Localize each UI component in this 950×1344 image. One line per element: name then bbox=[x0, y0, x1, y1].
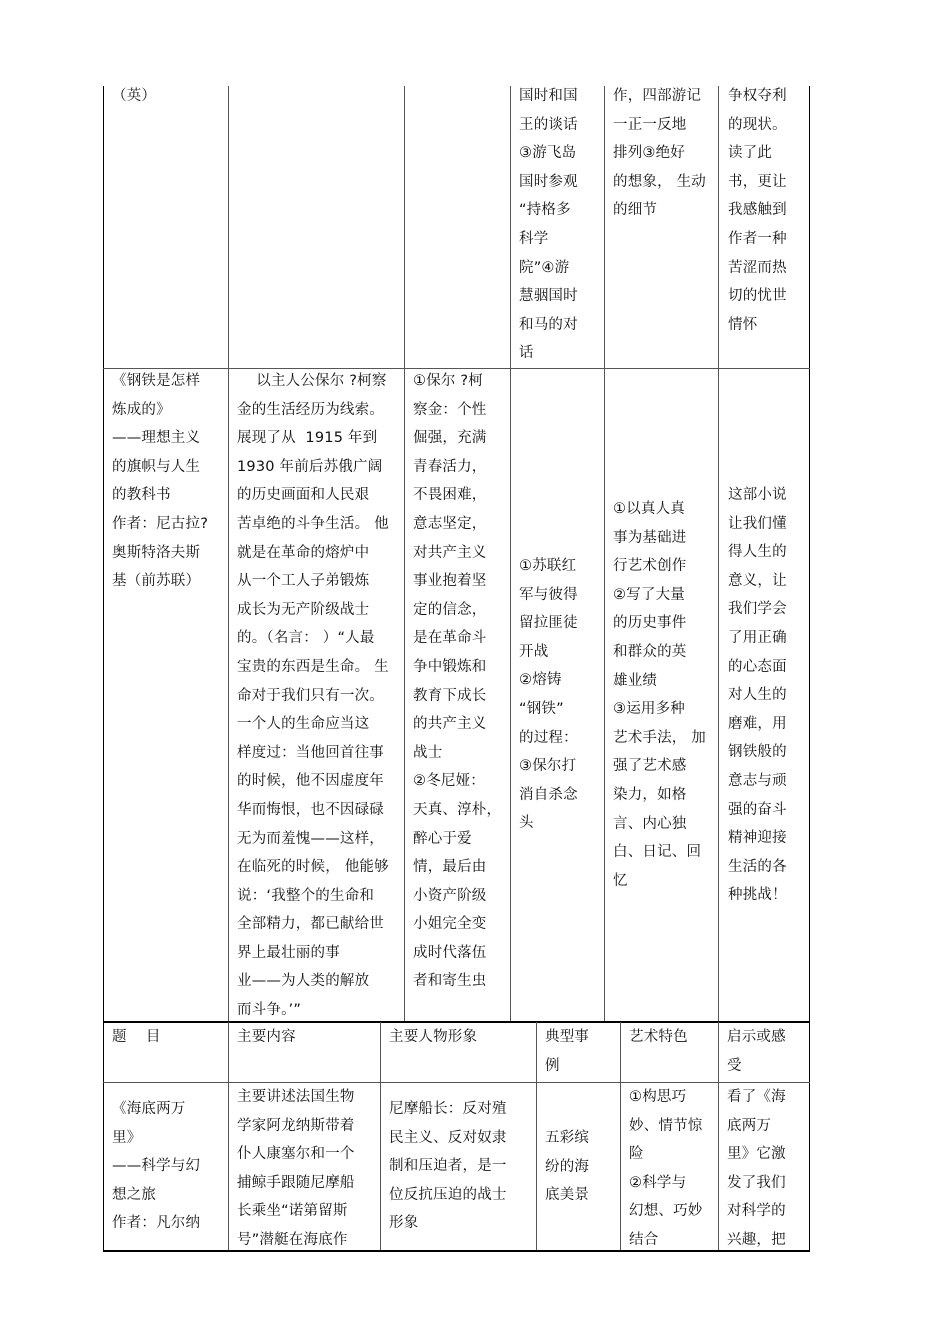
table2-header-divider bbox=[103, 1082, 810, 1083]
table2-border-bottom bbox=[103, 1250, 810, 1252]
header-art: 艺术特色 bbox=[629, 1029, 688, 1045]
table2-divider-col3 bbox=[536, 1022, 537, 1251]
table2-border-left bbox=[103, 1022, 104, 1251]
cell-insight-steel: 这部小说 让我们懂 得人生的 意义，让 我们学会 了用正确 的心态面 对人生的 磨难，用 钢铁般的 意志与顽 强的奋斗 精神迎接 生活的各 种挑战！ bbox=[728, 487, 787, 904]
table1-divider-col3 bbox=[510, 86, 511, 1023]
cell-content-steel: 以主人公保尔 ?柯察 金的生活经历为线索。 展现了从 1915 年到 1930 年前后苏俄广阔 的历史画面和人民艰 苦卓绝的斗争生活。 他 就是在革命的熔炉中 从一个工人子弟锻炼 成长为无产阶级战士 的。（名言： ）“人最 宝贵的东西是生命。 生 命对于我们只有一次。 一个人的生命应当这 样度过：当他回首往事 的时候，他不因虚度年 华而悔恨，也不因碌碌 无为而羞愧——这样， 在临死的时候， 他能够 说：‘我整个的生命和 全部精力，都已献给世 界上最壮丽的事 业——为人类的解放 而斗争。’” bbox=[237, 373, 389, 1019]
cell-insight-sea: 看了《海 底两万 里》它激 发了我们 对科学的 兴趣，把 bbox=[727, 1089, 786, 1248]
table1-divider-col1 bbox=[228, 86, 229, 1023]
cell-art-sea: ①构思巧 妙、情节惊 险 ②科学与 幻想、巧妙 结合 bbox=[629, 1089, 703, 1248]
cell-events-continued: 国时和国 王的谈话 ③游飞岛 国时参观 “持格多 科学 院”④游 慧骃国时 和马的对 话 bbox=[519, 88, 578, 362]
table2-border-right bbox=[809, 1022, 810, 1251]
header-title: 题 目 bbox=[112, 1029, 161, 1045]
cell-insight-continued: 争权夺利 的现状。 读了此 书，更让 我感触到 作者一种 苦涩而热 切的忧世 情怀 bbox=[728, 88, 787, 333]
cell-characters-sea: 尼摩船长：反对殖 民主义、反对奴隶 制和压迫者，是一 位反抗压迫的战士 形象 bbox=[389, 1101, 507, 1232]
cell-characters-steel: ①保尔 ?柯 察金：个性 倔强，充满 青春活力， 不畏困难， 意志坚定， 对共产主义 事业抱着坚 定的信念， 是在革命斗 争中锻炼和 教育下成长 的共产主义 战士 ②冬尼娅： 天真、淳朴， 醉心于爱 情，最后由 小资产阶级 小姐完全变 成时代落伍 者和寄生虫 bbox=[413, 373, 502, 990]
header-content: 主要内容 bbox=[237, 1029, 296, 1045]
table1-divider-col2 bbox=[404, 86, 405, 1023]
table2-divider-col2 bbox=[380, 1022, 381, 1251]
cell-title-continued: （英） bbox=[112, 88, 157, 104]
table1-divider-col4 bbox=[604, 86, 605, 1023]
table1-divider-col5 bbox=[718, 86, 719, 1023]
table2-divider-col1 bbox=[228, 1022, 229, 1251]
cell-content-sea: 主要讲述法国生物 学家阿龙纳斯带着 仆人康塞尔和一个 捕鲸手跟随尼摩船 长乘坐“诺第留斯 号”潜艇在海底作 bbox=[237, 1089, 355, 1248]
header-insight: 启示或感 受 bbox=[727, 1029, 786, 1074]
cell-events-sea: 五彩缤 纷的海 底美景 bbox=[545, 1130, 590, 1204]
header-characters: 主要人物形象 bbox=[389, 1029, 478, 1045]
cell-events-steel: ①苏联红 军与彼得 留拉匪徒 开战 ②熔铸 “钢铁” 的过程： ③保尔打 消自杀念 头 bbox=[519, 558, 578, 832]
cell-art-steel: ①以真人真 事为基础进 行艺术创作 ②写了大量 的历史事件 和群众的英 雄业绩 ③运用多种 艺术手法， 加 强了艺术感 染力，如格 言、内心独 白、日记、回 忆 bbox=[613, 501, 707, 889]
table1-border-right bbox=[809, 86, 810, 1023]
table2-divider-col4 bbox=[620, 1022, 621, 1251]
header-events: 典型事 例 bbox=[545, 1029, 590, 1074]
table2-divider-col5 bbox=[718, 1022, 719, 1251]
cell-title-sea: 《海底两万 里》 ——科学与幻 想之旅 作者：凡尔纳 bbox=[112, 1101, 201, 1232]
cell-art-continued: 作，四部游记 一正一反地 排列③绝好 的想象， 生动 的细节 bbox=[613, 88, 707, 219]
cell-title-steel: 《钢铁是怎样 炼成的》 ——理想主义 的旗帜与人生 的教科书 作者：尼古拉? 奥斯特洛夫斯 基（前苏联） bbox=[112, 373, 209, 590]
table1-border-left bbox=[103, 86, 104, 1023]
